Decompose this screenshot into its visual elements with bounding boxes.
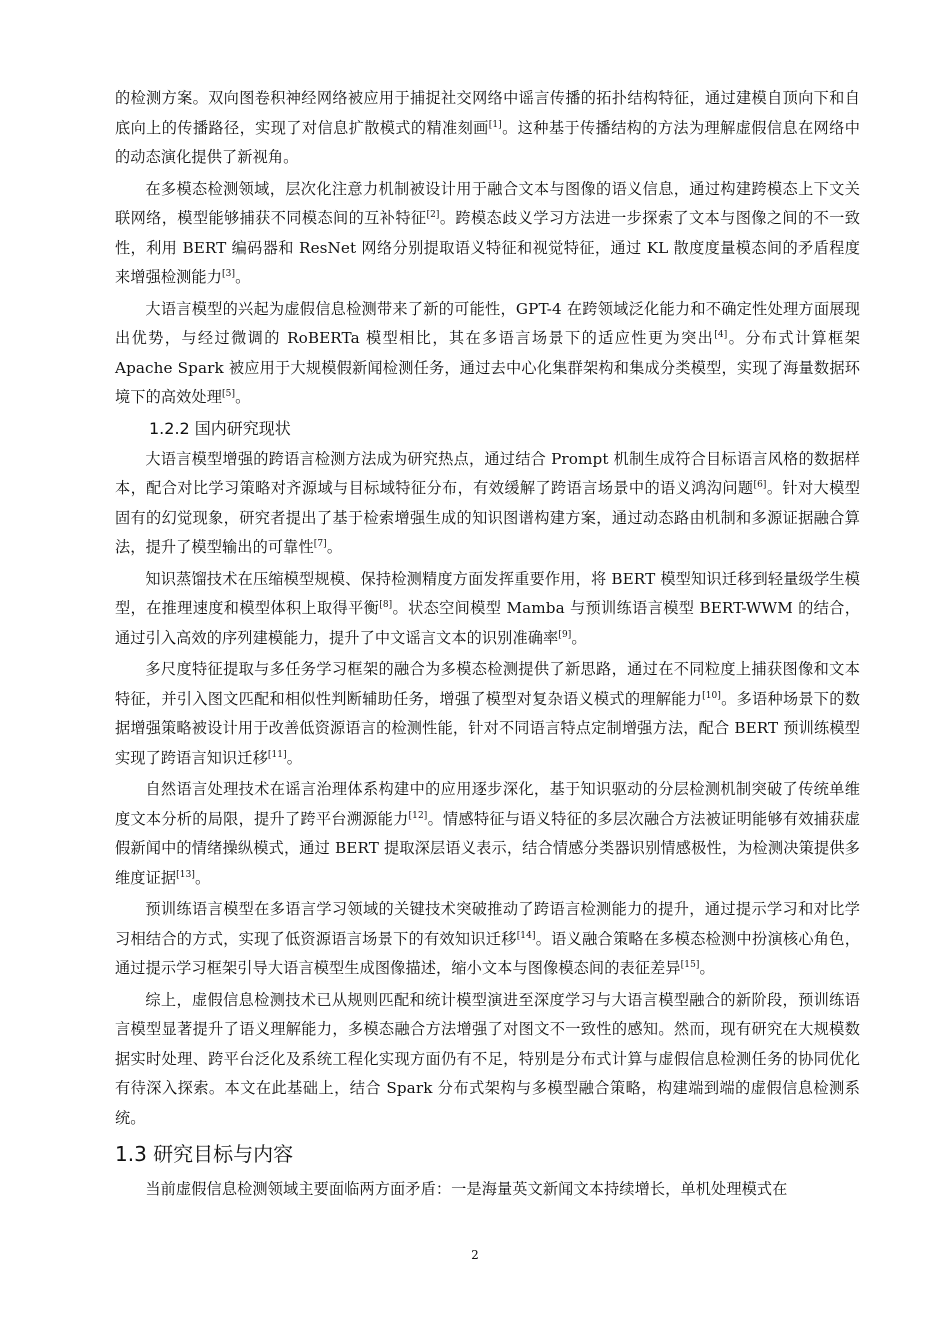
paragraph: [115, 775, 860, 893]
citation-marker: [6]: [753, 479, 767, 490]
paragraph-text: 。情感特征与语义特征的多层次融合方法被证明能够有效捕获虚假新闻中的情绪操纵模式，通过 BERT 提取深层语义表示，结合情感分类器识别情感极性，为检测决策提供多维度证据: [115, 809, 860, 887]
citation-marker: [5]: [222, 388, 236, 399]
citation-marker: [1]: [488, 119, 502, 130]
section-heading-1-3: 1.3 研究目标与内容: [115, 1142, 294, 1166]
paragraph-text: 。: [699, 959, 715, 977]
citation-marker: [8]: [379, 599, 393, 610]
citation-marker: [2]: [426, 209, 440, 220]
paragraph-text: 。分布式计算框架 Apache Spark 被应用于大规模假新闻检测任务，通过去中心化集群架构和集成分类模型，实现了海量数据环境下的高效处理: [115, 329, 861, 406]
page-body: [115, 84, 860, 1207]
citation-marker: [10]: [702, 690, 721, 701]
paragraph-text: 。: [235, 388, 251, 406]
paragraph-text: 。: [571, 628, 587, 647]
paragraph-text: 多尺度特征提取与多任务学习框架的融合为多模态检测提供了新思路，通过在不同粒度上捕获图像和文本特征，并引入图文匹配和相似性判断辅助任务，增强了模型对复杂语义模式的理解能力: [115, 660, 860, 708]
paragraph-text: 在多模态检测领域，层次化注意力机制被设计用于融合文本与图像的语义信息，通过构建跨模态上下文关联网络，模型能够捕获不同模态间的互补特征: [115, 179, 860, 227]
paragraph-text: 。: [235, 268, 251, 286]
paragraph: [115, 175, 860, 293]
paragraph-text: 预训练语言模型在多语言学习领域的关键技术突破推动了跨语言检测能力的提升，通过提示学习和对比学习相结合的方式，实现了低资源语言场景下的有效知识迁移: [115, 900, 860, 948]
citation-marker: [12]: [408, 810, 428, 821]
paragraph: [115, 84, 860, 173]
paragraph-text: 大语言模型增强的跨语言检测方法成为研究热点，通过结合 Prompt 机制生成符合目标语言风格的数据样本，配合对比学习策略对齐源域与目标域特征分布，有效缓解了跨语言场景中的语义鸿沟问题: [115, 449, 860, 497]
paragraph-text: 当前虚假信息检测领域主要面临两方面矛盾：一是海量英文新闻文本持续增长，单机处理模式在: [145, 1180, 788, 1198]
paragraph: [115, 986, 860, 1134]
citation-marker: [13]: [176, 869, 196, 880]
citation-marker: [15]: [680, 959, 700, 970]
citation-marker: [9]: [558, 629, 572, 640]
paragraph-text: 。状态空间模型 Mamba 与预训练语言模型 BERT-WWM 的结合，通过引入高效的序列建模能力，提升了中文谣言文本的识别准确率: [115, 599, 861, 647]
citation-marker: [7]: [313, 538, 327, 549]
citation-marker: [3]: [222, 268, 236, 279]
paragraph-text: 。: [195, 868, 211, 887]
paragraph: [115, 895, 860, 984]
paragraph-text: 。语义融合策略在多模态检测中扮演核心角色，通过提示学习框架引导大语言模型生成图像描述，缩小文本与图像模态间的表征差异: [115, 929, 860, 977]
paragraph-text: 综上，虚假信息检测技术已从规则匹配和统计模型演进至深度学习与大语言模型融合的新阶段，预训练语言模型显著提升了语义理解能力，多模态融合方法增强了对图文不一致性的感知。然而，现有研究在大规模数据实时处理、跨平台泛化及系统工程化实现方面仍有不足，特别是分布式计算与虚假信息检测任务的协同优化有待深入探索。本文在此基础上，结合 Spark 分布式架构与多模型融合策略，构建端到端的虚假信息检测系统。: [115, 990, 860, 1127]
paragraph-text: 。多语种场景下的数据增强策略被设计用于改善低资源语言的检测性能，针对不同语言特点定制增强方法，配合 BERT 预训练模型实现了跨语言知识迁移: [115, 689, 860, 767]
paragraph-text: 。: [286, 748, 303, 767]
paragraph-text: 自然语言处理技术在谣言治理体系构建中的应用逐步深化，基于知识驱动的分层检测机制突破了传统单维度文本分析的局限，提升了跨平台溯源能力: [115, 780, 860, 828]
paragraph-text: 。这种基于传播结构的方法为理解虚假信息在网络中的动态演化提供了新视角。: [115, 118, 860, 166]
paragraph-text: 知识蒸馏技术在压缩模型规模、保持检测精度方面发挥重要作用，将 BERT 模型知识迁移到轻量级学生模型，在推理速度和模型体积上取得平衡: [115, 569, 860, 617]
citation-marker: [4]: [714, 329, 728, 340]
citation-marker: [11]: [267, 749, 287, 760]
paragraph: [115, 565, 860, 654]
paragraph: [115, 655, 860, 773]
paragraph-text: 的检测方案。双向图卷积神经网络被应用于捕捉社交网络中谣言传播的拓扑结构特征，通过建模自顶向下和自底向上的传播路径，实现了对信息扩散模式的精准刻画: [115, 89, 860, 137]
paragraph-text: 大语言模型的兴起为虚假信息检测带来了新的可能性，GPT-4 在跨领域泛化能力和不确定性处理方面展现出优势，与经过微调的 RoBERTa 模型相比，其在多语言场景下的适应性更为突出: [115, 299, 860, 347]
paragraph-text: 。: [326, 538, 343, 556]
paragraph-text: 。跨模态歧义学习方法进一步探索了文本与图像之间的不一致性，利用 BERT 编码器和 ResNet 网络分别提取语义特征和视觉特征，通过 KL 散度度量模态间的矛盾程度来增强检测能力: [115, 209, 861, 286]
paragraph: [115, 1175, 860, 1205]
section-heading-1-2-2: 1.2.2 国内研究现状: [149, 418, 291, 438]
paragraph: [115, 445, 860, 563]
citation-marker: [14]: [516, 930, 536, 941]
page-number: 2: [471, 1248, 479, 1262]
paragraph-text: 。针对大模型固有的幻觉现象，研究者提出了基于检索增强生成的知识图谱构建方案，通过动态路由机制和多源证据融合算法，提升了模型输出的可靠性: [115, 479, 860, 556]
paragraph: [115, 295, 860, 413]
